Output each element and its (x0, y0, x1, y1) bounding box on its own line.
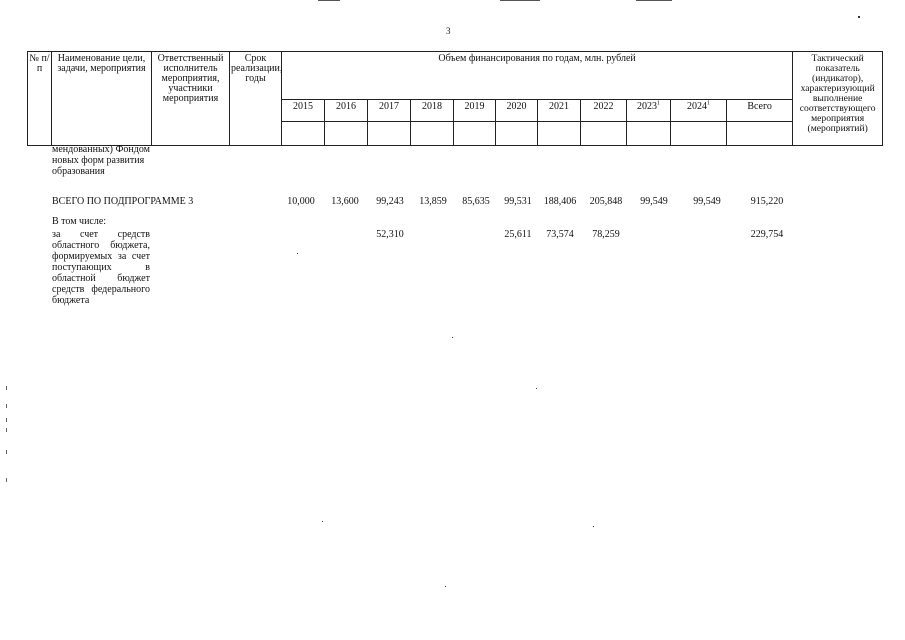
total-value: 85,635 (462, 196, 490, 207)
footnote-mark: 1 (707, 100, 710, 107)
header-year: 2016 (325, 100, 368, 122)
header-year-blank (671, 122, 727, 146)
header-total: Всего (727, 100, 793, 122)
header-year-blank (454, 122, 496, 146)
total-value: 99,549 (693, 196, 721, 207)
scan-artifact (6, 418, 7, 422)
header-year: 2023$^1$ (627, 100, 671, 122)
scan-artifact (536, 388, 537, 389)
scan-artifact (6, 478, 7, 482)
total-row-label: ВСЕГО ПО ПОДПРОГРАММЕ 3 (52, 196, 194, 207)
header-year-blank (411, 122, 454, 146)
total-value: 188,406 (543, 196, 577, 207)
header-year-blank (581, 122, 627, 146)
scan-artifact (500, 0, 540, 1)
header-year-blank (368, 122, 411, 146)
scan-artifact (322, 521, 323, 522)
regional-row-label: за счет средств областного бюджета, формируемых за счет поступающих в областной бюджет средств федерального бюджета (52, 229, 150, 306)
total-value: 13,600 (331, 196, 359, 207)
scan-artifact (297, 253, 298, 254)
header-number: № п/п (28, 52, 52, 146)
regional-sum: 229,754 (750, 229, 784, 240)
regional-value: 73,574 (546, 229, 574, 240)
total-value: 99,243 (376, 196, 404, 207)
scan-artifact (593, 526, 594, 527)
total-value: 10,000 (287, 196, 315, 207)
header-year-blank (325, 122, 368, 146)
header-year: 2018 (411, 100, 454, 122)
total-value: 205,848 (589, 196, 623, 207)
header-year-blank (538, 122, 581, 146)
header-year: 2017 (368, 100, 411, 122)
header-indicator: Тактический показатель (индикатор), характеризующий выполнение соответствующего мероприятия (мероприятий) (793, 52, 883, 146)
scan-artifact (6, 404, 7, 408)
header-term: Срок реализации, годы (230, 52, 282, 146)
total-value: 99,531 (504, 196, 532, 207)
scan-artifact (318, 0, 340, 1)
header-year: 2019 (454, 100, 496, 122)
funding-table-header (27, 51, 883, 146)
header-name: Наименование цели, задачи, мероприятия (52, 52, 152, 146)
header-responsible: Ответственный исполнитель мероприятия, участники мероприятия (152, 52, 230, 146)
total-value: 99,549 (640, 196, 668, 207)
header-year-blank (282, 122, 325, 146)
header-year-blank (627, 122, 671, 146)
header-year: 2020 (496, 100, 538, 122)
header-year: 2021 (538, 100, 581, 122)
header-year: 2024$^1$ (671, 100, 727, 122)
scan-artifact (6, 386, 7, 390)
footnote-mark: 1 (657, 100, 660, 107)
total-value: 13,859 (419, 196, 447, 207)
scan-artifact (445, 586, 446, 587)
regional-value: 52,310 (376, 229, 404, 240)
including-label: В том числе: (52, 216, 107, 227)
continuation-text: мендованных) Фондом новых форм развития образования (52, 144, 150, 177)
header-year: 2015 (282, 100, 325, 122)
header-year-blank (727, 122, 793, 146)
page-number: 3 (446, 26, 451, 36)
scan-artifact (6, 428, 7, 432)
scan-artifact (6, 450, 7, 454)
total-sum: 915,220 (750, 196, 784, 207)
header-year: 2022 (581, 100, 627, 122)
header-year-blank (496, 122, 538, 146)
regional-value: 78,259 (592, 229, 620, 240)
regional-value: 25,611 (504, 229, 532, 240)
header-funding: Объем финансирования по годам, млн. рублей (282, 52, 793, 100)
scan-artifact (452, 337, 453, 338)
scan-artifact (858, 16, 860, 18)
scan-artifact (636, 0, 672, 1)
